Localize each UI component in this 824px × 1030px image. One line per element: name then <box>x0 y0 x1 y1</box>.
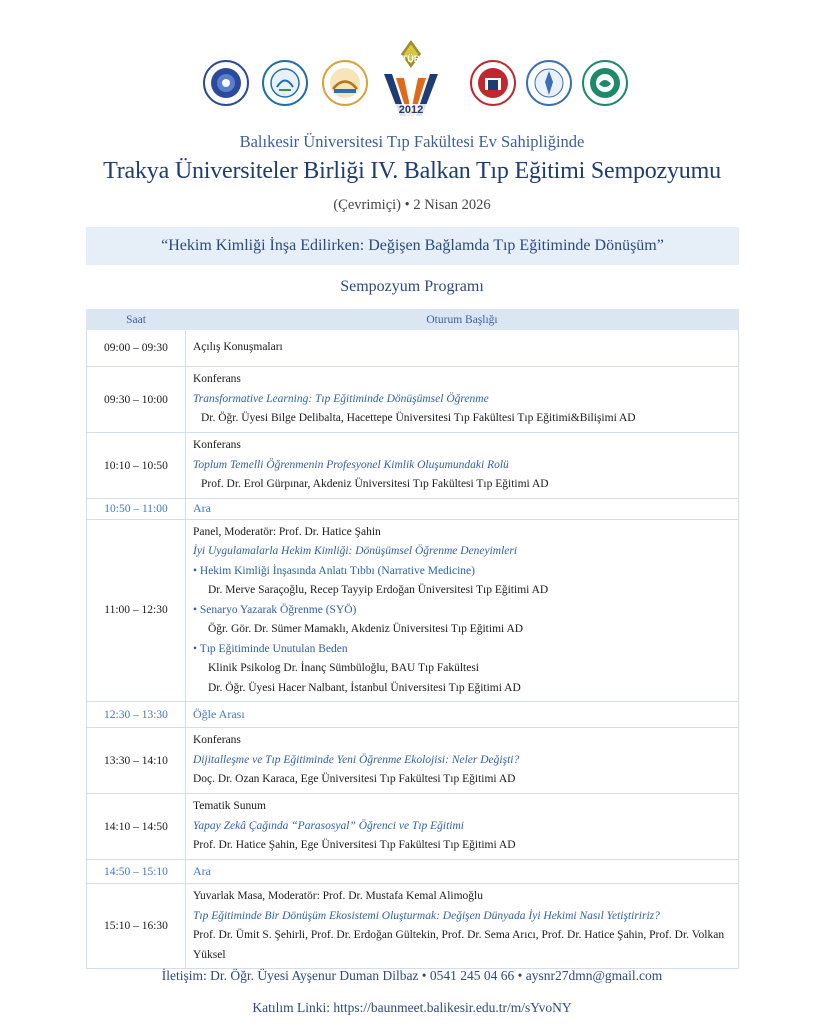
session-type: Yuvarlak Masa, Moderatör: Prof. Dr. Mustafa Kemal Alimoğlu <box>193 890 483 902</box>
session-type: Konferans <box>193 439 241 452</box>
session-speaker: Dr. Öğr. Üyesi Bilge Delibalta, Hacettepe Üniversitesi Tıp Fakültesi Tıp Eğitimi&Bilişimi AD <box>201 412 636 425</box>
session-time: 14:50 – 15:10 <box>87 860 186 884</box>
session-time: 09:00 – 09:30 <box>87 330 186 367</box>
session-cell <box>186 860 739 884</box>
join-link-url[interactable]: https://baunmeet.balikesir.edu.tr/m/sYvoNY <box>333 1000 572 1015</box>
tub-year: 2012 <box>398 104 424 116</box>
session-time: 09:30 – 10:00 <box>87 367 186 433</box>
program-heading: Sempozyum Programı <box>340 278 484 295</box>
theme-banner <box>86 227 739 265</box>
table-header-row <box>87 310 739 330</box>
session-topic: Toplum Temelli Öğrenmenin Profesyonel Kimlik Oluşumundaki Rolü <box>193 458 509 471</box>
panel-speaker-2: Öğr. Gör. Dr. Sümer Mamaklı, Akdeniz Üniversitesi Tıp Eğitimi AD <box>208 623 524 635</box>
program-table <box>86 309 739 969</box>
session-topic: Tıp Eğitiminde Bir Dönüşüm Ekosistemi Oluşturmak: Değişen Dünyada İyi Hekimi Nasıl Yetiştiririz? <box>193 909 660 922</box>
join-link-line <box>0 1000 824 1016</box>
table-row <box>87 728 739 794</box>
session-type: Tematik Sunum <box>193 800 266 813</box>
university-seal-logo-3 <box>322 60 368 106</box>
contact-line: İletişim: Dr. Öğr. Üyesi Ayşenur Duman Dilbaz • 0541 245 04 66 • aysnr27dmn@gmail.com <box>161 968 663 983</box>
session-time: 14:10 – 14:50 <box>87 794 186 860</box>
university-seal-logo-4 <box>470 60 516 106</box>
tub-2012-logo <box>378 38 444 122</box>
session-type: Panel, Moderatör: Prof. Dr. Hatice Şahin <box>193 525 381 538</box>
session-cell <box>186 519 739 702</box>
session-speaker: Doç. Dr. Ozan Karaca, Ege Üniversitesi Tıp Fakültesi Tıp Eğitimi AD <box>193 773 516 786</box>
session-cell <box>186 367 739 433</box>
university-seal-logo-2 <box>262 60 308 106</box>
table-row <box>87 499 739 520</box>
session-time: 12:30 – 13:30 <box>87 702 186 728</box>
host-line: Balıkesir Üniversitesi Tıp Fakültesi Ev Sahipliğinde <box>239 132 585 151</box>
session-cell <box>186 433 739 499</box>
session-type: Konferans <box>193 734 241 747</box>
theme-text: “Hekim Kimliği İnşa Edilirken: Değişen Bağlamda Tıp Eğitiminde Dönüşüm” <box>161 237 664 254</box>
session-time: 13:30 – 14:10 <box>87 728 186 794</box>
session-cell <box>186 499 739 520</box>
session-title: Açılış Konuşmaları <box>193 341 283 354</box>
session-time: 11:00 – 12:30 <box>87 519 186 702</box>
event-date-line: (Çevrimiçi) • 2 Nisan 2026 <box>333 197 491 213</box>
panel-talk-1: • Hekim Kimliği İnşasında Anlatı Tıbbı (Narrative Medicine) <box>193 564 475 577</box>
university-seal-logo-1 <box>203 60 249 106</box>
session-speakers: Prof. Dr. Ümit S. Şehirli, Prof. Dr. Erdoğan Gültekin, Prof. Dr. Sema Arıcı, Prof. Dr. Hatice Şahin, Prof. Dr. Volkan Yüksel <box>193 929 725 961</box>
table-row <box>87 519 739 702</box>
university-seal-logo-5 <box>526 60 572 106</box>
table-row <box>87 794 739 860</box>
session-time: 10:50 – 11:00 <box>87 499 186 520</box>
table-row <box>87 330 739 367</box>
session-topic: İyi Uygulamalarla Hekim Kimliği: Dönüşümsel Öğrenme Deneyimleri <box>193 545 518 557</box>
session-topic: Transformative Learning: Tıp Eğitiminde Dönüşümsel Öğrenme <box>193 392 489 405</box>
session-time: 15:10 – 16:30 <box>87 884 186 969</box>
column-header-time: Saat <box>87 310 186 330</box>
table-row <box>87 702 739 728</box>
session-type: Konferans <box>193 373 241 386</box>
panel-speaker-1: Dr. Merve Saraçoğlu, Recep Tayyip Erdoğan Üniversitesi Tıp Eğitimi AD <box>208 584 549 596</box>
page-title: Trakya Üniversiteler Birliği IV. Balkan Tıp Eğitimi Sempozyumu <box>103 158 721 184</box>
panel-talk-3: • Tıp Eğitiminde Unutulan Beden <box>193 642 348 655</box>
session-cell <box>186 884 739 969</box>
column-header-session: Oturum Başlığı <box>186 310 739 330</box>
session-cell <box>186 794 739 860</box>
session-speaker: Prof. Dr. Erol Gürpınar, Akdeniz Üniversitesi Tıp Fakültesi Tıp Eğitimi AD <box>201 478 549 491</box>
table-row <box>87 367 739 433</box>
table-row <box>87 433 739 499</box>
table-row <box>87 860 739 884</box>
university-logos <box>0 38 824 124</box>
join-link-label: Katılım Linki: <box>252 1000 330 1015</box>
table-row <box>87 884 739 969</box>
session-speaker: Prof. Dr. Hatice Şahin, Ege Üniversitesi Tıp Fakültesi Tıp Eğitimi AD <box>193 839 516 852</box>
session-topic: Dijitalleşme ve Tıp Eğitiminde Yeni Öğrenme Ekolojisi: Neler Değişti? <box>193 753 520 766</box>
session-cell <box>186 702 739 728</box>
tub-code: TÜB <box>401 54 421 64</box>
break-label: Ara <box>193 501 211 515</box>
panel-speaker-4: Dr. Öğr. Üyesi Hacer Nalbant, İstanbul Üniversitesi Tıp Eğitimi AD <box>208 681 521 694</box>
panel-speaker-3: Klinik Psikolog Dr. İnanç Sümbüloğlu, BAU Tıp Fakültesi <box>208 662 480 674</box>
session-time: 10:10 – 10:50 <box>87 433 186 499</box>
session-cell <box>186 728 739 794</box>
break-label: Öğle Arası <box>193 706 245 721</box>
break-label: Ara <box>193 863 211 878</box>
session-cell <box>186 330 739 367</box>
panel-talk-2: • Senaryo Yazarak Öğrenme (SYÖ) <box>193 603 357 616</box>
session-topic: Yapay Zekâ Çağında “Parasosyal” Öğrenci ve Tıp Eğitimi <box>193 819 464 832</box>
university-seal-logo-6 <box>582 60 628 106</box>
